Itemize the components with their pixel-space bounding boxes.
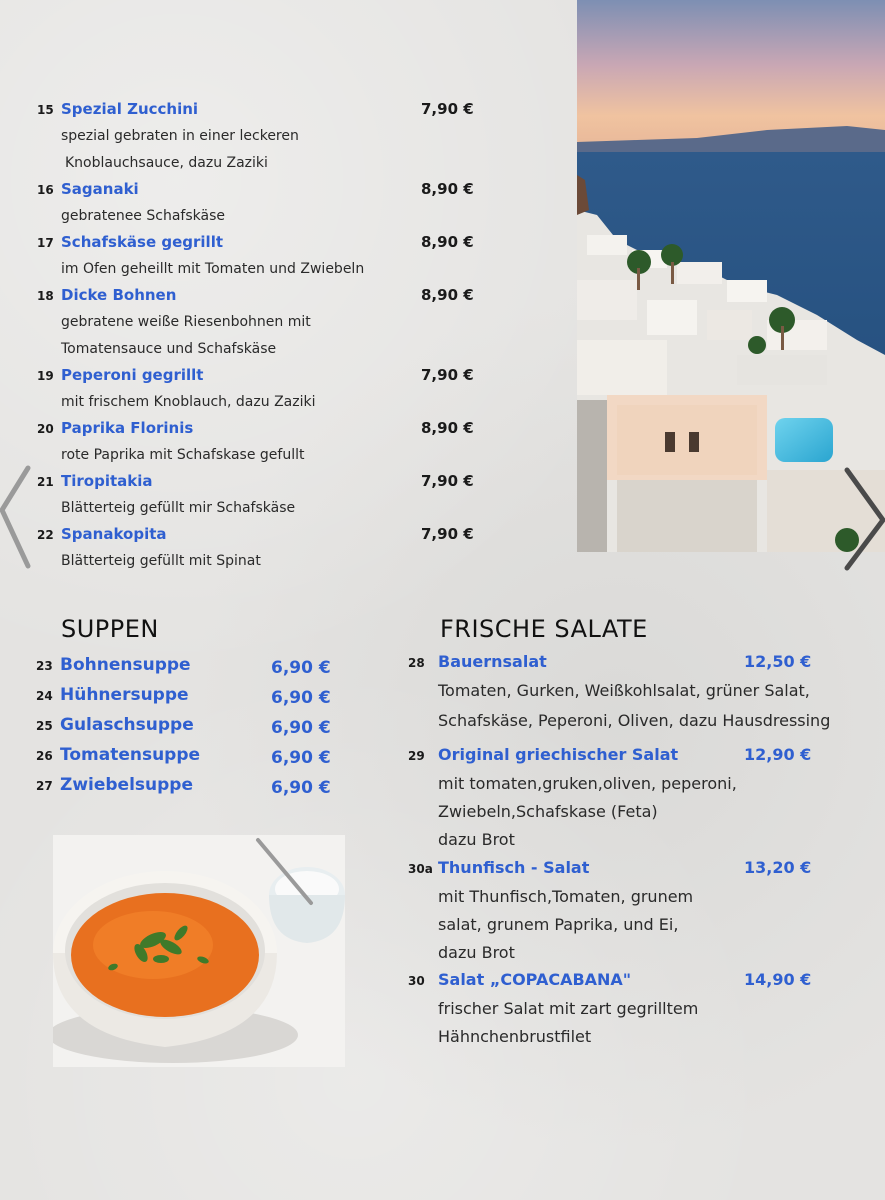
item-price: 8,90 € — [421, 419, 474, 437]
section-title-salads: FRISCHE SALATE — [440, 615, 648, 643]
item-name: Peperoni gegrillt — [61, 366, 204, 384]
item-price: 7,90 € — [421, 525, 474, 543]
item-price: 7,90 € — [421, 472, 474, 490]
item-description: Blätterteig gefüllt mit Spinat — [61, 553, 261, 569]
chevron-right-icon — [843, 462, 885, 572]
item-price: 8,90 € — [421, 180, 474, 198]
item-description: Knoblauchsauce, dazu Zaziki — [65, 155, 268, 171]
santorini-photo — [577, 0, 885, 552]
item-description: Hähnchenbrustfilet — [438, 1027, 592, 1046]
item-price: 8,90 € — [421, 233, 474, 251]
item-price: 6,90 € — [271, 688, 331, 708]
item-description: Blätterteig gefüllt mir Schafskäse — [61, 500, 296, 516]
item-description: salat, grunem Paprika, und Ei, — [438, 915, 679, 934]
item-number: 19 — [37, 369, 54, 383]
item-number: 24 — [36, 689, 53, 703]
item-number: 28 — [408, 656, 425, 670]
item-price: 13,20 € — [744, 858, 812, 877]
item-description: spezial gebraten in einer leckeren — [61, 128, 299, 144]
item-number: 23 — [36, 659, 53, 673]
item-number: 25 — [36, 719, 53, 733]
item-number: 16 — [37, 183, 54, 197]
item-description: Zwiebeln,Schafskase (Feta) — [438, 802, 658, 821]
item-price: 6,90 € — [271, 658, 331, 678]
item-description: mit Thunfisch,Tomaten, grunem — [438, 887, 694, 906]
item-name: Hühnersuppe — [60, 685, 189, 705]
item-number: 20 — [37, 422, 54, 436]
item-name: Schafskäse gegrillt — [61, 233, 224, 251]
item-name: Thunfisch - Salat — [438, 858, 590, 877]
item-name: Tomatensuppe — [60, 745, 201, 765]
item-name: Bauernsalat — [438, 652, 547, 671]
item-description: gebratenee Schafskäse — [61, 208, 225, 224]
item-number: 26 — [36, 749, 53, 763]
item-number: 15 — [37, 103, 54, 117]
item-description: Tomaten, Gurken, Weißkohlsalat, grüner Salat, — [438, 681, 810, 700]
soup-photo — [53, 835, 345, 1067]
item-name: Tiropitakia — [61, 472, 153, 490]
item-price: 6,90 € — [271, 718, 331, 738]
item-number: 18 — [37, 289, 54, 303]
item-description: Schafskäse, Peperoni, Oliven, dazu Hausdressing — [438, 711, 831, 730]
section-title-soups: SUPPEN — [61, 615, 159, 643]
item-number: 22 — [37, 528, 54, 542]
item-name: Gulaschsuppe — [60, 715, 194, 735]
item-price: 6,90 € — [271, 778, 331, 798]
item-price: 7,90 € — [421, 100, 474, 118]
item-price: 14,90 € — [744, 970, 812, 989]
carousel-next-arrow[interactable] — [843, 462, 885, 572]
item-description: Tomatensauce und Schafskäse — [61, 341, 277, 357]
item-number: 30 — [408, 974, 425, 988]
item-name: Original griechischer Salat — [438, 745, 679, 764]
item-number: 21 — [37, 475, 54, 489]
item-description: mit frischem Knoblauch, dazu Zaziki — [61, 394, 316, 410]
chevron-left-icon — [0, 462, 32, 572]
item-price: 7,90 € — [421, 366, 474, 384]
item-name: Bohnensuppe — [60, 655, 191, 675]
item-number: 29 — [408, 749, 425, 763]
item-price: 6,90 € — [271, 748, 331, 768]
item-price: 8,90 € — [421, 286, 474, 304]
item-description: dazu Brot — [438, 943, 515, 962]
item-number: 30a — [408, 862, 433, 876]
item-name: Salat „COPACABANA" — [438, 970, 632, 989]
item-description: rote Paprika mit Schafskase gefullt — [61, 447, 305, 463]
item-name: Spanakopita — [61, 525, 167, 543]
item-name: Spezial Zucchini — [61, 100, 199, 118]
carousel-prev-arrow[interactable] — [0, 462, 32, 572]
item-description: im Ofen geheillt mit Tomaten und Zwiebeln — [61, 261, 365, 277]
item-name: Saganaki — [61, 180, 139, 198]
item-price: 12,90 € — [744, 745, 812, 764]
item-description: frischer Salat mit zart gegrilltem — [438, 999, 699, 1018]
item-name: Paprika Florinis — [61, 419, 194, 437]
item-number: 17 — [37, 236, 54, 250]
item-price: 12,50 € — [744, 652, 812, 671]
item-description: gebratene weiße Riesenbohnen mit — [61, 314, 311, 330]
item-description: mit tomaten,gruken,oliven, peperoni, — [438, 774, 737, 793]
item-number: 27 — [36, 779, 53, 793]
item-name: Dicke Bohnen — [61, 286, 177, 304]
item-description: dazu Brot — [438, 830, 515, 849]
item-name: Zwiebelsuppe — [60, 775, 194, 795]
